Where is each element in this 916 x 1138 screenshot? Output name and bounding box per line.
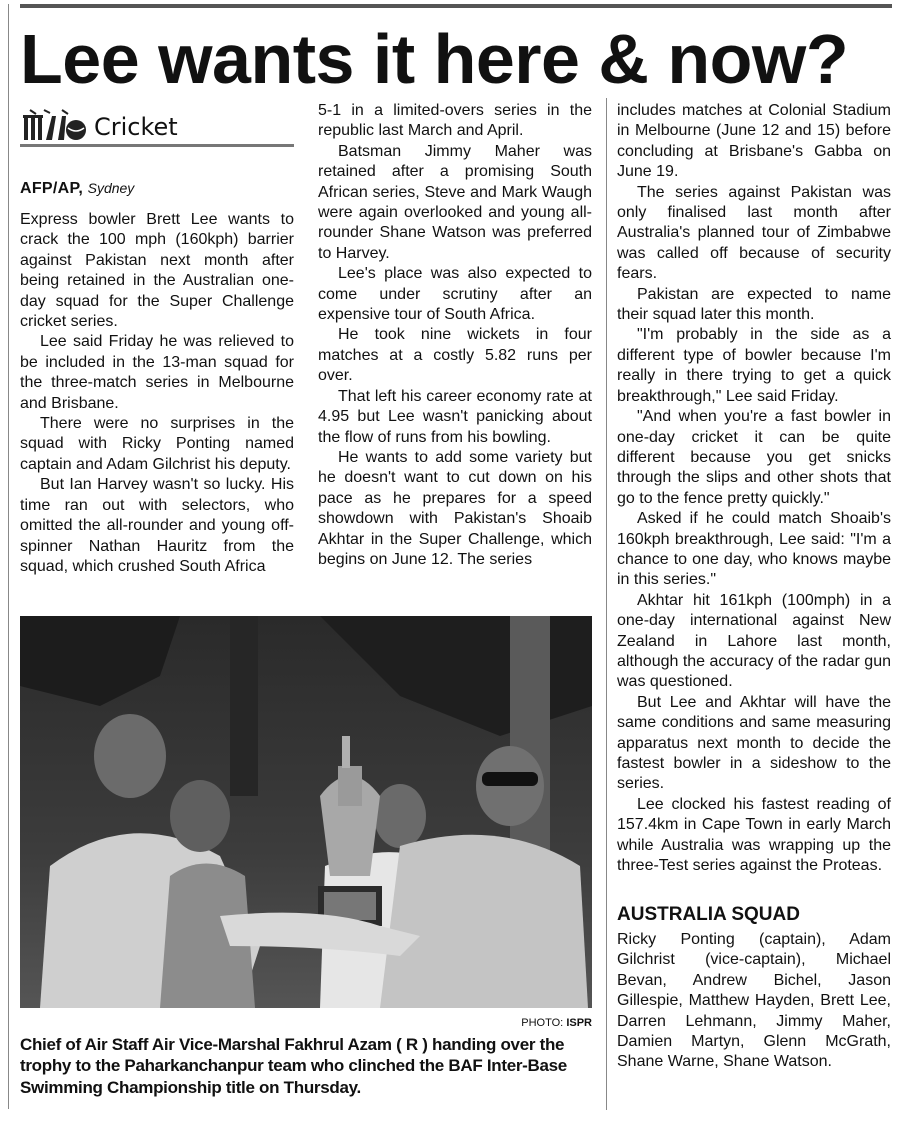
- article-column-2: [318, 101, 592, 570]
- paragraph: Lee clocked his fastest reading of 157.4km in Cape Town in early March while Australia was wrapping up the three-Test series against the Proteas.: [617, 795, 891, 875]
- paragraph: But Lee and Akhtar will have the same conditions and same measuring apparatus next month to decide the fastest bowler in a sideshow to the series.: [617, 693, 891, 793]
- paragraph: Akhtar hit 161kph (100mph) in a one-day international against New Zealand in Lahore last month, although the accuracy of the radar gun was questioned.: [617, 591, 891, 691]
- paragraph: includes matches at Colonial Stadium in Melbourne (June 12 and 15) before concluding at Brisbane's Gabba on June 19.: [617, 102, 891, 181]
- cricket-logo-icon: [22, 108, 88, 142]
- top-rule: [20, 4, 892, 8]
- column-divider: [606, 98, 607, 1110]
- paragraph: He wants to add some variety but he doesn't want to cut down on his pace as he prepares for a speed showdown with Pakistan's Shoaib Akhtar in the Super Challenge, which begins on June 12. The series: [318, 448, 592, 568]
- dateline-agency: AFP/AP,: [20, 180, 84, 197]
- paragraph: The series against Pakistan was only finalised last month after Australia's planned tour of Zimbabwe was called off because of security fears.: [617, 183, 891, 283]
- paragraph: Pakistan are expected to name their squad later this month.: [617, 285, 891, 324]
- section-label: Cricket: [94, 113, 178, 141]
- news-photo: [20, 616, 592, 1008]
- article-column-3: [617, 101, 891, 876]
- paragraph: Asked if he could match Shoaib's 160kph breakthrough, Lee said: "I'm a chance to one day, who knows maybe in this series.": [617, 510, 891, 589]
- section-kicker: [20, 104, 294, 150]
- paragraph: There were no surprises in the squad with Ricky Ponting named captain and Adam Gilchrist his deputy.: [20, 415, 294, 473]
- left-rule: [8, 4, 9, 1109]
- paragraph: 5-1 in a limited-overs series in the republic last March and April.: [318, 102, 592, 140]
- paragraph: "And when you're a fast bowler in one-day cricket it can be quite different because you get snicks through the slips and other shots that go to the fence pretty quickly.": [617, 408, 891, 507]
- headline: Lee wants it here & now?: [20, 20, 849, 98]
- paragraph: That left his career economy rate at 4.95 but Lee wasn't panicking about the flow of runs from his bowling.: [318, 387, 592, 446]
- kicker-rule: [20, 144, 294, 147]
- squad-list: Ricky Ponting (captain), Adam Gilchrist (vice-captain), Michael Bevan, Andrew Bichel, Jason Gillespie, Matthew Hayden, Brett Lee, Darren Lehmann, Jimmy Maher, Damien Martyn, Glenn McGrath, Shane Warne, Shane Watson.: [617, 931, 891, 1071]
- paragraph: Batsman Jimmy Maher was retained after a promising South African series, Steve and Mark Waugh were again overlooked and young all-rounder Shane Watson was preferred to Harvey.: [318, 142, 592, 262]
- paragraph: Express bowler Brett Lee wants to crack the 100 mph (160kph) barrier against Pakistan next month after being retained in the Australian one-day squad for the Super Challenge cricket series.: [20, 211, 294, 331]
- paragraph: Lee's place was also expected to come under scrutiny after an expensive tour of South Africa.: [318, 265, 592, 324]
- photo-credit-source: ISPR: [566, 1017, 592, 1029]
- paragraph: "I'm probably in the side as a different type of bowler because I'm really in there trying to get a quick breakthrough," Lee said Friday.: [617, 326, 891, 405]
- dateline: [20, 177, 134, 200]
- photo-credit: [430, 1016, 592, 1030]
- paragraph: But Ian Harvey wasn't so lucky. His time ran out with selectors, who omitted the all-rounder and young off-spinner Nathan Hauritz from the squad, which crushed South Africa: [20, 476, 294, 575]
- paragraph: Lee said Friday he was relieved to be included in the 13-man squad for the three-match series in Melbourne and Brisbane.: [20, 333, 294, 412]
- photo-caption: Chief of Air Staff Air Vice-Marshal Fakhrul Azam ( R ) handing over the trophy to the Paharkanchanpur team who clinched the BAF Inter-Base Swimming Championship title on Thursday.: [20, 1035, 567, 1097]
- photo-illustration: [20, 616, 592, 1008]
- article-column-1: [20, 210, 294, 577]
- squad-heading: AUSTRALIA SQUAD: [617, 904, 800, 925]
- photo-credit-prefix: PHOTO:: [521, 1017, 564, 1029]
- dateline-place: Sydney: [87, 180, 135, 196]
- paragraph: He took nine wickets in four matches at a costly 5.82 runs per over.: [318, 326, 592, 385]
